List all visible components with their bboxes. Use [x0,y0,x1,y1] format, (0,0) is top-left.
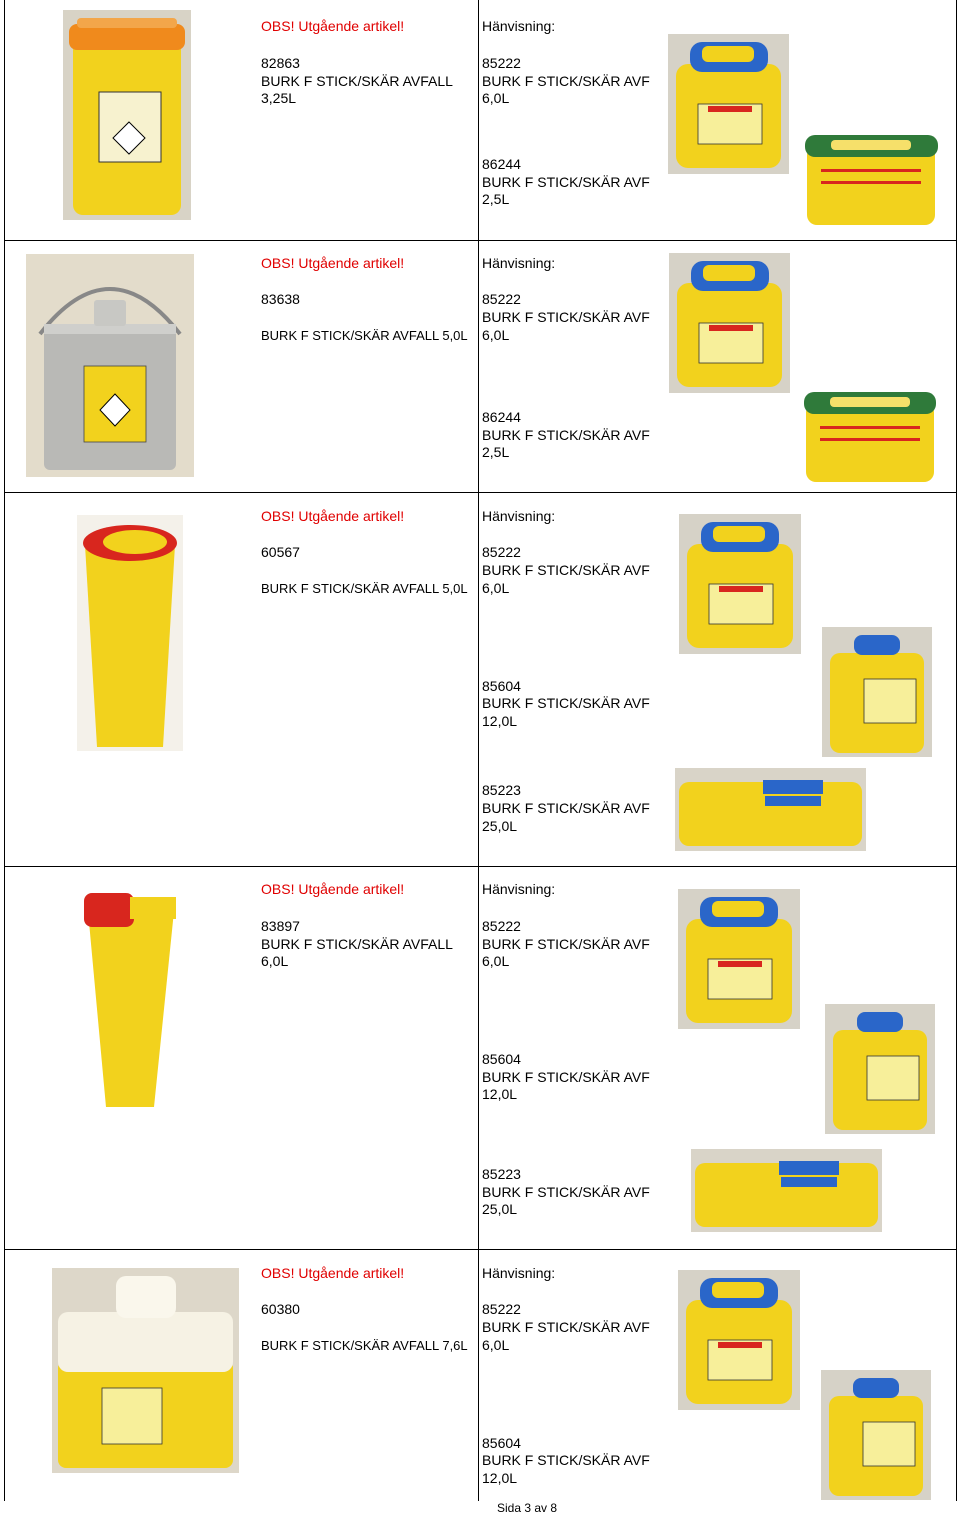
ref-number: 86244 [482,409,521,425]
ref-photo-85223 [691,1149,882,1232]
reference-header: Hänvisning: [482,255,556,271]
product-number: 83638 [261,291,300,307]
ref-size: 6,0L [482,953,510,969]
ref-name: BURK F STICK/SKÄR AVF [482,1319,650,1335]
status-label: OBS! Utgående artikel! [261,255,405,271]
product-name: BURK F STICK/SKÄR AVFALL [261,936,453,952]
product-size: 3,25L [261,90,297,106]
row-divider [4,492,957,493]
table-column-divider [478,0,479,1501]
sharps-bin-blue-lid-icon [821,1370,931,1500]
ref-number: 85222 [482,55,521,71]
product-name: BURK F STICK/SKÄR AVFALL 7,6L [261,1338,468,1353]
ref-photo-85222 [679,514,801,654]
sharps-bin-green-lid-icon [801,131,942,229]
ref-size: 12,0L [482,713,518,729]
ref-number: 85223 [482,1166,521,1182]
status-label: OBS! Utgående artikel! [261,1265,405,1281]
ref-name: BURK F STICK/SKÄR AVF [482,427,650,443]
ref-photo-86244 [800,388,940,485]
product-photo-83897 [78,887,182,1112]
ref-number: 85604 [482,678,521,694]
ref-size: 12,0L [482,1470,518,1486]
ref-photo-85223 [675,768,866,851]
status-label: OBS! Utgående artikel! [261,508,405,524]
tall-sharps-bin-icon [77,515,183,751]
ref-size: 2,5L [482,191,510,207]
page-number: Sida 3 av 8 [497,1501,558,1515]
ref-photo-85604 [825,1004,935,1134]
sharps-bin-icon [63,10,191,220]
ref-name: BURK F STICK/SKÄR AVF [482,1184,650,1200]
ref-number: 85222 [482,918,521,934]
product-name: BURK F STICK/SKÄR AVFALL 5,0L [261,328,468,343]
ref-photo-86244 [801,131,942,229]
product-name: BURK F STICK/SKÄR AVFALL 5,0L [261,581,468,596]
sharps-bin-white-lid-icon [52,1268,239,1473]
ref-size: 12,0L [482,1086,518,1102]
ref-name: BURK F STICK/SKÄR AVF [482,936,650,952]
product-photo-82863 [63,10,191,220]
ref-name: BURK F STICK/SKÄR AVF [482,73,650,89]
metal-bucket-icon [26,254,194,477]
row-divider [4,240,957,241]
table-border-left [4,0,5,1501]
ref-size: 2,5L [482,444,510,460]
ref-photo-85222 [678,889,800,1029]
ref-number: 85222 [482,291,521,307]
status-label: OBS! Utgående artikel! [261,881,405,897]
reference-header: Hänvisning: [482,508,556,524]
product-photo-60567 [77,515,183,751]
sharps-bin-green-lid-icon [800,388,940,485]
ref-number: 85222 [482,544,521,560]
reference-header: Hänvisning: [482,18,556,34]
product-number: 83897 [261,918,300,934]
ref-size: 25,0L [482,818,518,834]
product-number: 60567 [261,544,300,560]
ref-name: BURK F STICK/SKÄR AVF [482,1452,650,1468]
sharps-bin-blue-lid-icon [668,34,789,174]
ref-number: 85223 [482,782,521,798]
ref-size: 6,0L [482,580,510,596]
sharps-bin-blue-lid-icon [825,1004,935,1134]
long-sharps-bin-icon [691,1149,882,1232]
row-divider [4,1249,957,1250]
product-number: 82863 [261,55,300,71]
ref-number: 86244 [482,156,521,172]
product-photo-83638 [26,254,194,477]
ref-name: BURK F STICK/SKÄR AVF [482,1069,650,1085]
ref-name: BURK F STICK/SKÄR AVF [482,695,650,711]
ref-photo-85604 [822,627,932,757]
status-label: OBS! Utgående artikel! [261,18,405,34]
ref-name: BURK F STICK/SKÄR AVF [482,800,650,816]
ref-size: 6,0L [482,327,510,343]
product-name: BURK F STICK/SKÄR AVFALL [261,73,453,89]
ref-name: BURK F STICK/SKÄR AVF [482,309,650,325]
sharps-bin-blue-lid-icon [678,1270,800,1410]
ref-photo-85222 [678,1270,800,1410]
ref-size: 25,0L [482,1201,518,1217]
ref-photo-85222 [668,34,789,174]
reference-header: Hänvisning: [482,881,556,897]
ref-name: BURK F STICK/SKÄR AVF [482,562,650,578]
row-divider [4,866,957,867]
table-border-right [956,0,957,1501]
ref-photo-85222 [669,253,790,393]
tall-sharps-bin-icon [78,887,182,1112]
sharps-bin-blue-lid-icon [679,514,801,654]
sharps-bin-blue-lid-icon [822,627,932,757]
ref-name: BURK F STICK/SKÄR AVF [482,174,650,190]
sharps-bin-blue-lid-icon [678,889,800,1029]
ref-number: 85604 [482,1435,521,1451]
sharps-bin-blue-lid-icon [669,253,790,393]
product-number: 60380 [261,1301,300,1317]
reference-header: Hänvisning: [482,1265,556,1281]
product-photo-60380 [52,1268,239,1473]
product-size: 6,0L [261,953,289,969]
ref-size: 6,0L [482,90,510,106]
ref-photo-85604 [821,1370,931,1500]
ref-number: 85222 [482,1301,521,1317]
ref-size: 6,0L [482,1337,510,1353]
long-sharps-bin-icon [675,768,866,851]
ref-number: 85604 [482,1051,521,1067]
